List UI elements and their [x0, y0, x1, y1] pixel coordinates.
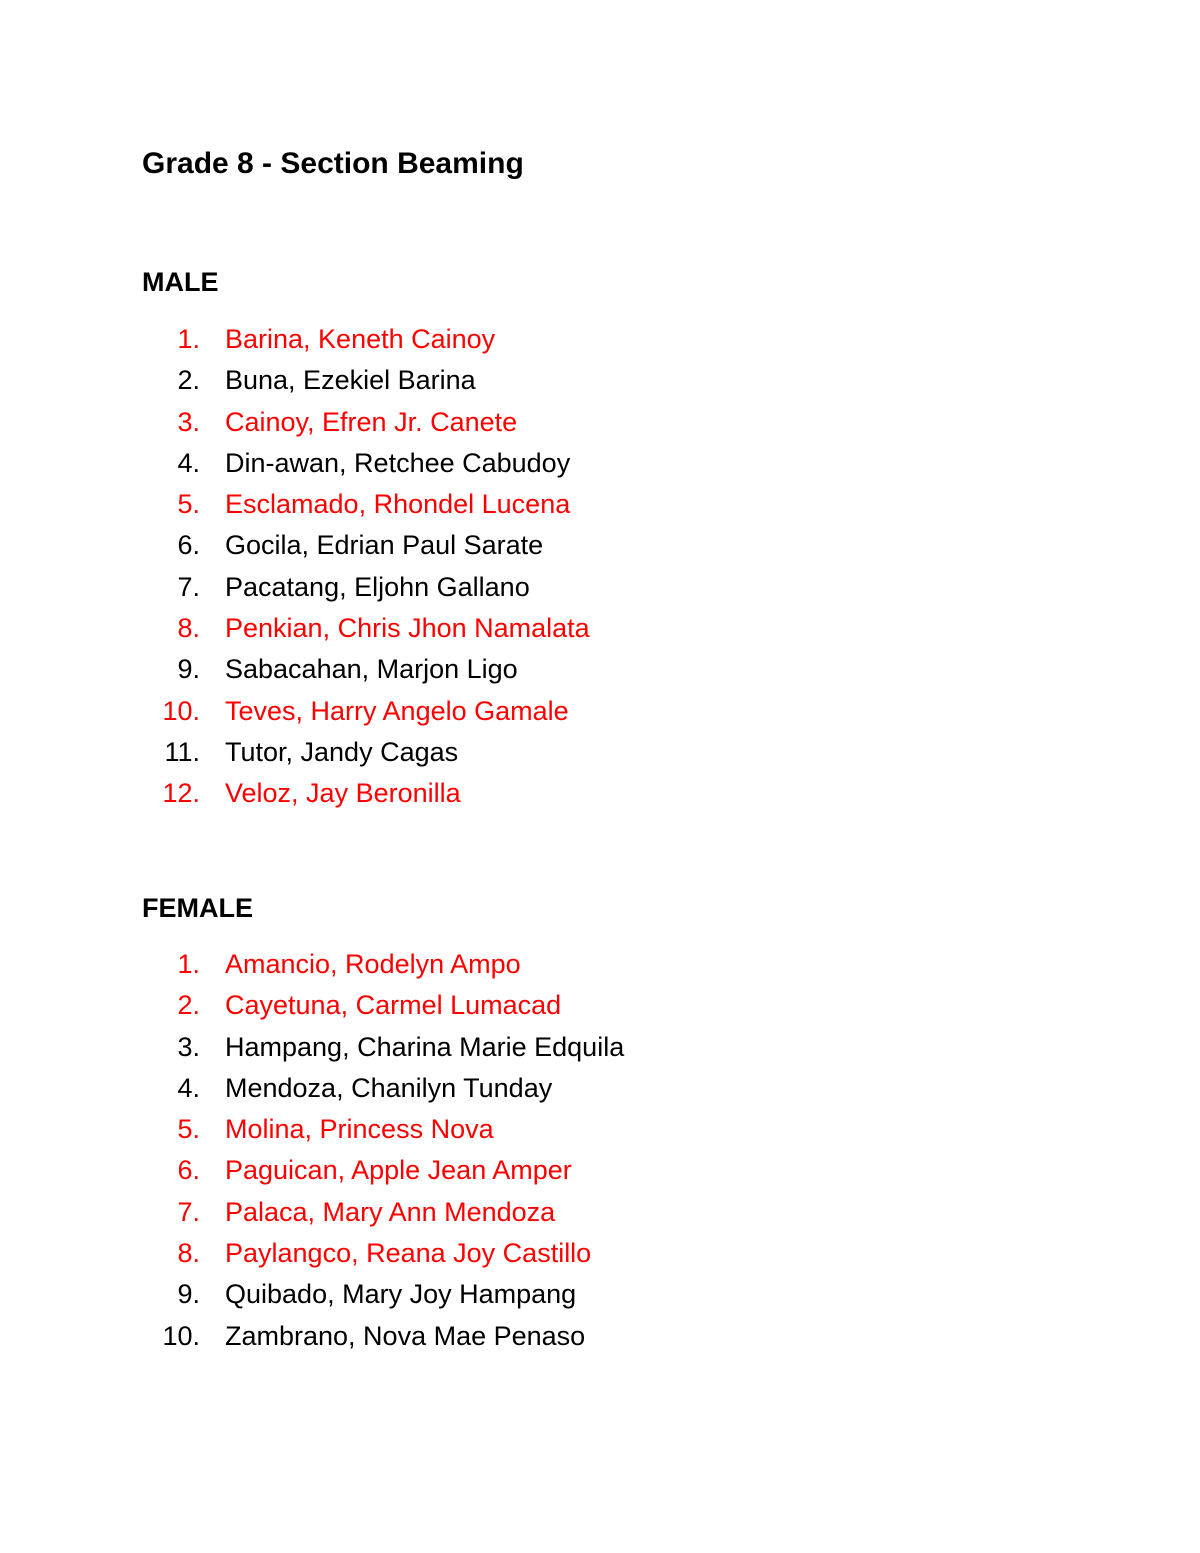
student-number: 2.: [177, 365, 200, 396]
student-name: Sabacahan, Marjon Ligo: [225, 654, 518, 685]
page-title: Grade 8 - Section Beaming: [142, 147, 524, 180]
student-name: Pacatang, Eljohn Gallano: [225, 571, 530, 602]
student-number: 1.: [177, 324, 200, 354]
student-number: 3.: [177, 1031, 200, 1062]
female-heading: FEMALE: [142, 893, 253, 923]
student-number: 7.: [177, 571, 200, 602]
student-number: 6.: [177, 530, 200, 561]
student-number: 10.: [162, 695, 200, 726]
student-name: Molina, Princess Nova: [225, 1114, 494, 1145]
student-number: 9.: [177, 654, 200, 685]
student-name: Paylangco, Reana Joy Castillo: [225, 1238, 592, 1269]
student-name: Palaca, Mary Ann Mendoza: [225, 1196, 556, 1227]
student-number: 11.: [164, 736, 200, 767]
student-number: 1.: [177, 949, 200, 979]
student-name: Penkian, Chris Jhon Namalata: [225, 613, 590, 644]
student-number: 12.: [162, 778, 200, 809]
student-name: Cainoy, Efren Jr. Canete: [225, 406, 518, 437]
student-name: Barina, Keneth Cainoy: [225, 324, 496, 354]
student-name: Quibado, Mary Joy Hampang: [225, 1279, 577, 1310]
student-number: 4.: [177, 447, 200, 478]
male-heading: MALE: [142, 267, 219, 297]
student-number: 8.: [177, 613, 200, 644]
student-name: Amancio, Rodelyn Ampo: [225, 949, 521, 979]
student-number: 7.: [177, 1196, 200, 1227]
student-number: 8.: [177, 1238, 200, 1269]
student-name: Paguican, Apple Jean Amper: [225, 1155, 572, 1186]
student-name: Mendoza, Chanilyn Tunday: [225, 1072, 553, 1103]
student-name: Teves, Harry Angelo Gamale: [225, 695, 569, 726]
student-name: Cayetuna, Carmel Lumacad: [225, 990, 562, 1021]
student-number: 5.: [177, 489, 200, 520]
student-name: Zambrano, Nova Mae Penaso: [225, 1320, 586, 1351]
student-name: Din-awan, Retchee Cabudoy: [225, 447, 571, 478]
student-name: Buna, Ezekiel Barina: [225, 365, 476, 396]
student-name: Gocila, Edrian Paul Sarate: [225, 530, 544, 561]
student-number: 6.: [177, 1155, 200, 1186]
student-name: Hampang, Charina Marie Edquila: [225, 1031, 625, 1062]
student-number: 2.: [177, 990, 200, 1021]
student-name: Esclamado, Rhondel Lucena: [225, 489, 571, 520]
student-name: Veloz, Jay Beronilla: [225, 778, 461, 809]
student-name: Tutor, Jandy Cagas: [225, 736, 459, 767]
student-number: 10.: [162, 1320, 200, 1351]
student-number: 9.: [177, 1279, 200, 1310]
student-number: 4.: [177, 1072, 200, 1103]
student-number: 3.: [177, 406, 200, 437]
student-number: 5.: [177, 1114, 200, 1145]
